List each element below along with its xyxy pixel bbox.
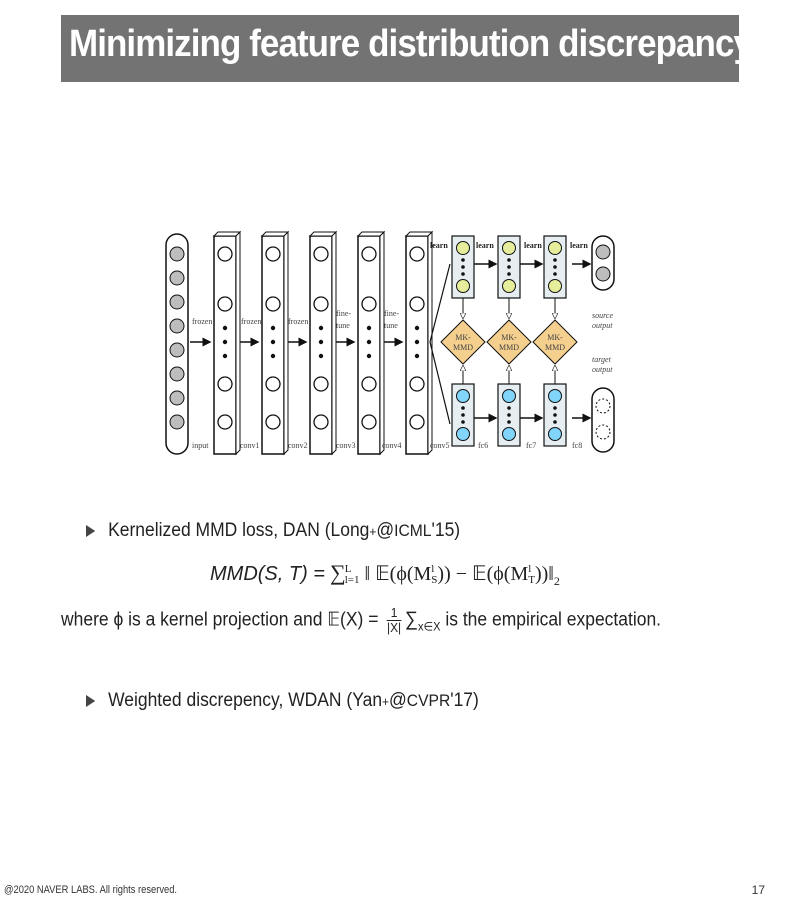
learn-label: learn	[570, 241, 588, 250]
mmd-label: MMD	[498, 343, 520, 352]
fc-layers	[441, 236, 577, 446]
where-sum-sub: x∈X	[417, 619, 441, 634]
layer-label: conv1	[240, 441, 260, 450]
arrow-label: tune	[336, 321, 350, 330]
learn-label: learn	[476, 241, 494, 250]
source-output	[592, 236, 614, 290]
mmd-label: MMD	[544, 343, 566, 352]
bullet-sup: +	[382, 693, 390, 709]
mmd-label: MK-	[501, 333, 517, 342]
page-number: 17	[751, 883, 765, 897]
learn-label: learn	[430, 241, 448, 250]
bullet-sup: +	[369, 523, 377, 539]
copyright-footer: @2020 NAVER LABS. All rights reserved.	[4, 884, 178, 896]
mk-mmd-diamond	[441, 320, 485, 364]
layer-label: conv5	[430, 441, 450, 450]
layer-label: fc6	[478, 441, 489, 450]
bullet-text: Weighted discrepency, WDAN (Yan	[108, 690, 383, 711]
arrow-label: frozen	[192, 317, 213, 326]
norm-sub: 2	[553, 574, 560, 588]
mmd-label: MK-	[455, 333, 471, 342]
layer-label: fc7	[526, 441, 537, 450]
bullet-venue: CVPR	[406, 691, 451, 710]
arrow-label: fine-	[384, 309, 400, 318]
arrow-label: fine-	[336, 309, 352, 318]
where-line: where ϕ is a kernel projection and 𝔼(X) = $\frac{1}{|X|}$ $\sum_{x\in X}$ is the empirical expectation.	[61, 605, 662, 635]
mt-sub: T	[528, 574, 535, 587]
equation-body-2: )) − 𝔼(ϕ(M	[437, 563, 529, 585]
bullet-year: '17)	[450, 690, 479, 711]
architecture-diagram	[164, 228, 624, 460]
equation-body-1: ‖ 𝔼(ϕ(M	[364, 563, 432, 585]
bullet-at: @	[389, 690, 407, 711]
ms-sub: S	[431, 574, 438, 587]
layer-label: conv2	[288, 441, 308, 450]
bullet-venue: ICML	[394, 521, 432, 540]
triangle-bullet-icon	[86, 695, 97, 707]
layer-label: input	[192, 441, 209, 450]
output-label: output	[592, 321, 613, 330]
bullet-item-wdan	[86, 690, 479, 712]
mmd-label: MK-	[547, 333, 563, 342]
learn-label: learn	[524, 241, 542, 250]
layer-label: conv4	[382, 441, 402, 450]
bullet-item-dan	[86, 520, 460, 542]
frac-den: |X|	[386, 620, 402, 635]
layer-label: conv3	[336, 441, 356, 450]
mt-sup: l	[528, 563, 532, 576]
bullet-year: '15)	[431, 520, 461, 541]
conv-layers	[214, 232, 432, 454]
title-bar	[61, 15, 753, 82]
dan-architecture-figure	[164, 228, 624, 460]
fraction	[387, 606, 401, 635]
equation-body-3: ))‖	[534, 563, 554, 585]
output-label: target	[592, 355, 611, 364]
slide-title: Minimizing feature distribution discrepancy	[69, 23, 753, 65]
layer-label: fc8	[572, 441, 583, 450]
mk-mmd-diamond	[533, 320, 577, 364]
output-label: output	[592, 365, 613, 374]
bullet-text: Kernelized MMD loss, DAN (Long	[108, 520, 370, 541]
where-pre: where ϕ is a kernel projection and 𝔼(X) =	[61, 609, 379, 631]
equation-lhs: MMD(S, T) =	[210, 563, 325, 585]
bullet-at: @	[376, 520, 395, 541]
arrow-label: frozen	[288, 317, 309, 326]
triangle-bullet-icon	[86, 525, 97, 537]
ms-sup: l	[431, 563, 435, 576]
arrow-label: tune	[384, 321, 398, 330]
mmd-label: MMD	[452, 343, 474, 352]
target-output	[592, 388, 614, 452]
arrow-label: frozen	[241, 317, 262, 326]
sum-sup: L	[344, 563, 352, 576]
mmd-equation: MMD(S, T) = ∑ L l=1 ‖ 𝔼(ϕ(M l S )) − 𝔼(ϕ(M l T ))$‖_2$	[210, 560, 560, 588]
output-label: source	[592, 311, 614, 320]
frac-num: 1	[387, 606, 401, 621]
mk-mmd-diamond	[487, 320, 531, 364]
where-post: is the empirical expectation.	[445, 609, 662, 631]
sum-sub: l=1	[344, 574, 360, 587]
